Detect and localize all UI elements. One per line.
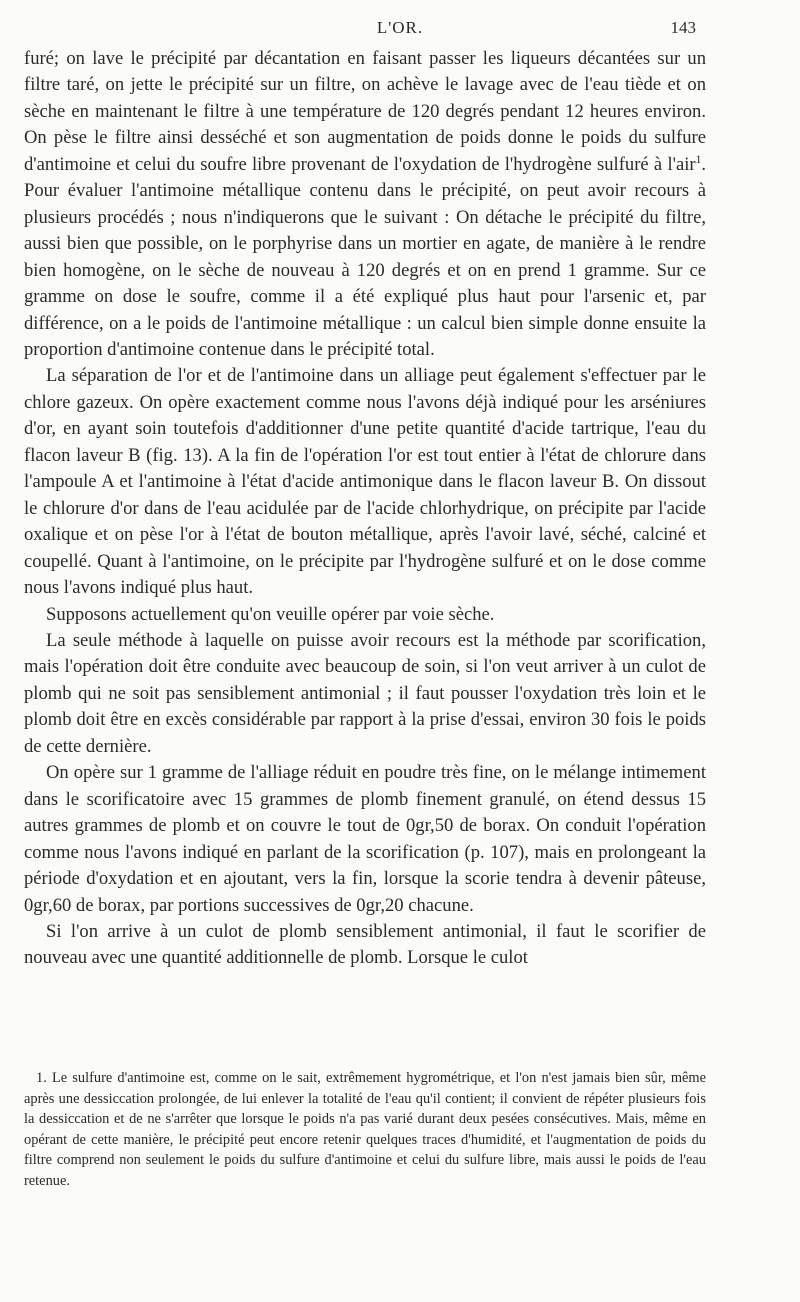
paragraph: La séparation de l'or et de l'antimoine dans un alliage peut également s'effectuer par le chlore gazeux. On opère exactement comme nous l'avons déjà indiqué pour les arséniures d'or, en ayant soin toutefois d'additionner d'une petite quantité d'acide tartrique, l'eau du flacon laveur B (fig. 13). A la fin de l'opération l'or est tout entier à l'état de chlorure dans l'ampoule A et l'antimoine à l'état d'acide antimonique dans le flacon laveur B. On dissout le chlorure d'or dans de l'eau acidulée par de l'acide chlorhydrique, on précipite par l'acide oxalique et on pèse l'or à l'état de bouton métallique, après l'avoir lavé, séché, calciné et coupellé. Quant à l'antimoine, on le précipite par l'hydrogène sulfuré et on le dose comme nous l'avons indiqué plus haut. bbox=[24, 365, 706, 599]
paragraph: Supposons actuellement qu'on veuille opérer par voie sèche. bbox=[46, 603, 495, 625]
page-number: 143 bbox=[670, 18, 696, 37]
footnotes bbox=[24, 1068, 706, 1192]
body-text bbox=[24, 46, 706, 972]
paragraph: On opère sur 1 gramme de l'alliage réduit en poudre très fine, on le mélange intimement dans le scorificatoire avec 15 grammes de plomb finement granulé, on étend dessus 15 autres grammes de plomb et on couvre le tout de 0gr,50 de borax. On conduit l'opération comme nous l'avons indiqué en parlant de la scorification (p. 107), mais en prolongeant la période d'oxydation et en ajoutant, vers la fin, lorsque la scorie tendra à devenir pâteuse, 0gr,60 de borax, par portions successives de 0gr,20 chacune. bbox=[24, 762, 706, 916]
footnote: 1. Le sulfure d'antimoine est, comme on le sait, extrêmement hygrométrique, et l'on n'est jamais bien sûr, même après une dessiccation prolongée, de lui enlever la totalité de l'eau qu'il contient; il convient de répéter plusieurs fois la dessiccation et de ne s'arrêter que lorsque le poids n'a pas varié durant deux pesées consécutives. Mais, même en opérant de cette manière, le précipité peut encore retenir quelques traces d'humidité, et l'augmentation de poids du filtre comprend non seulement le poids du sulfure d'antimoine et celui du sulfure libre, mais aussi le poids de l'eau retenue. bbox=[24, 1070, 706, 1189]
footnote-reference: 1 bbox=[695, 153, 702, 166]
running-title: L'OR. bbox=[376, 18, 424, 37]
paragraph-text: . Pour évaluer l'antimoine métallique contenu dans le précipité, on peut avoir recours à plusieurs procédés ; nous n'indiquerons que le suivant : On détache le précipité du filtre, aussi bien que possible, on le porphyrise dans un mortier en agate, de manière à le rendre bien homogène, on le sèche de nouveau à 120 degrés et on en prend 1 gramme. Sur ce gramme on dose le soufre, comme il a été expliqué plus haut pour l'arsenic et, par différence, on a le poids de l'antimoine métallique : un calcul bien simple donne ensuite la proportion d'antimoine contenue dans le précipité total. bbox=[24, 153, 706, 360]
paragraph: La seule méthode à laquelle on puisse avoir recours est la méthode par scorification, mais l'opération doit être conduite avec beaucoup de soin, si l'on veut arriver à un culot de plomb qui ne soit pas sensiblement antimonial ; il faut pousser l'oxydation très loin et le plomb doit être en excès considérable par rapport à la prise d'essai, environ 30 fois le poids de cette dernière. bbox=[24, 629, 706, 757]
running-head bbox=[0, 18, 800, 42]
paragraph-text: furé; on lave le précipité par décantation en faisant passer les liqueurs décantées sur un filtre taré, on jette le précipité sur un filtre, on achève le lavage avec de l'eau tiède et on sèche en maintenant le filtre à une température de 120 degrés pendant 12 heures environ. On pèse le filtre ainsi desséché et son augmentation de poids donne le poids du sulfure d'antimoine et celui du soufre libre provenant de l'oxydation de l'hydrogène sulfuré à l'air bbox=[24, 48, 706, 175]
paragraph: Si l'on arrive à un culot de plomb sensiblement antimonial, il faut le scorifier de nouveau avec une quantité additionnelle de plomb. Lorsque le culot bbox=[24, 920, 706, 969]
paragraph-continuation bbox=[24, 46, 706, 363]
